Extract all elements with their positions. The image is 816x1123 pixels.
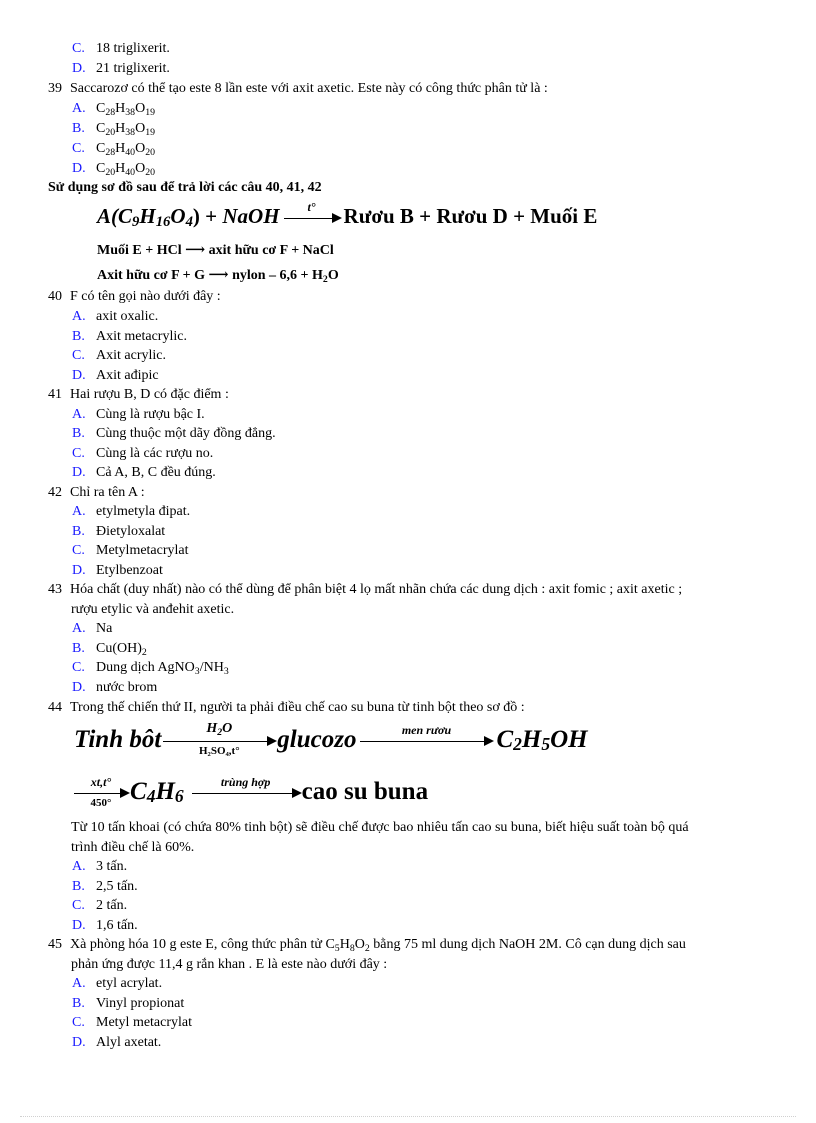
q40-option-a: A. axit oxalic. (72, 309, 159, 324)
q41-option-d: D. Cả A, B, C đều đúng. (72, 465, 216, 480)
question-43 (48, 580, 682, 600)
q44-option-a: A. 3 tấn. (72, 859, 128, 874)
formula: $C_{20}H_{38}O_{19}$ (96, 121, 155, 138)
ethanol-formula: $C_2H_5OH$ (496, 726, 588, 754)
option-letter: C. (72, 41, 85, 56)
q45-option-b: B. Vinyl propionat (72, 996, 185, 1011)
reaction-arrow-icon: t° (284, 218, 340, 219)
q44-option-d: D. 1,6 tấn. (72, 918, 138, 933)
question-40 (48, 287, 221, 307)
reaction-arrow-icon: men rươu (360, 741, 492, 742)
option-letter: D. (72, 161, 86, 176)
buna-rubber-label: cao su buna (301, 778, 429, 805)
question-number: 44 (48, 700, 62, 715)
q39-option-a (72, 99, 155, 119)
q45-option-d: D. Alyl axetat. (72, 1035, 162, 1050)
question-44-text-2: trình điều chế là 60%. (71, 840, 195, 855)
option-letter: C. (72, 141, 85, 156)
option-letter: D. (72, 61, 86, 76)
q45-option-a: A. etyl acrylat. (72, 976, 163, 991)
page-divider (20, 1116, 796, 1117)
q43-option-b: B. $Cu(OH)_2$ (72, 641, 147, 658)
question-stem: F có tên gọi nào dưới đây : (70, 289, 221, 304)
question-43-continued: rượu etylic và anđehit axetic. (71, 602, 235, 617)
products: Rươu B + Rươu D + Muối E (343, 204, 598, 228)
synthesis-scheme-row-2 (74, 774, 428, 810)
question-number: 45 (48, 937, 62, 952)
formula: $C_{28}H_{38}O_{19}$ (96, 101, 155, 118)
q40-option-d: D. Axit ađipic (72, 368, 159, 383)
q39-option-c (72, 139, 155, 159)
equation-3: Axit hữu cơ F + G ⟶ nylon – $6,6 + H_2O$ (97, 268, 339, 285)
option-text: 18 triglixerit. (96, 41, 170, 56)
synthesis-scheme-row-1 (74, 722, 588, 758)
scheme-heading: Sử dụng sơ đồ sau để trả lời các câu 40, 41, 42 (48, 180, 322, 195)
q42-option-c: C. Metylmetacrylat (72, 543, 189, 558)
question-42 (48, 483, 145, 503)
question-stem: Xà phòng hóa 10 g este E, công thức phân tử $C_5H_8O_2$ bằng 75 ml dung dịch NaOH 2M. Cô cạn dung dịch sau (70, 937, 686, 954)
question-stem: Saccarozơ có thể tạo este 8 lần este với axit axetic. Este này có công thức phân tử là : (70, 81, 548, 96)
question-stem: Hai rượu B, D có đặc điểm : (70, 387, 229, 402)
question-44-text-1: Từ 10 tấn khoai (có chứa 80% tinh bột) sẽ điều chế được bao nhiêu tấn cao su buna, biết hiệu suất toàn bộ quá (71, 820, 689, 835)
question-44 (48, 698, 525, 718)
formula: $C_{20}H_{40}O_{20}$ (96, 161, 155, 178)
question-number: 42 (48, 485, 62, 500)
reaction-arrow-icon: $H_2O$ H₂SO₄,t° (163, 741, 275, 742)
option-text: 21 triglixerit. (96, 61, 170, 76)
question-stem: Trong thế chiến thứ II, người ta phải điều chế cao su buna từ tinh bột theo sơ đồ : (70, 700, 525, 715)
question-45-continued: phản ứng được 11,4 g rắn khan . E là este nào dưới đây : (71, 957, 388, 972)
question-39 (48, 79, 548, 99)
reactant-a: $A(C_9H_{16}O_4$ (97, 204, 193, 230)
starch-label: Tinh bôt (74, 726, 162, 753)
question-stem: Hóa chất (duy nhất) nào có thể dùng để phân biệt 4 lọ mất nhãn chứa các dung dịch : axit fomic ; axit axetic ; (70, 582, 683, 597)
question-41 (48, 385, 229, 405)
q45-option-c: C. Metyl metacrylat (72, 1015, 193, 1030)
q44-option-b: B. 2,5 tấn. (72, 879, 138, 894)
glucose-label: glucozo (277, 726, 357, 753)
q43-option-a: A. Na (72, 621, 113, 636)
option-letter: B. (72, 121, 85, 136)
q42-option-b: B. Đietyloxalat (72, 524, 166, 539)
q40-option-b: B. Axit metacrylic. (72, 329, 187, 344)
question-45 (48, 935, 686, 955)
equation-1: $A(C_9H_{16}O_4)$ + NaOH t° Rươu B + Rươu D + Muối E (97, 199, 598, 230)
q39-option-b (72, 119, 155, 139)
reaction-arrow-icon: trùng hợp (192, 793, 300, 794)
question-number: 40 (48, 289, 62, 304)
reactant-naoh: NaOH (222, 204, 280, 228)
question-number: 39 (48, 81, 62, 96)
q41-option-b: B. Cùng thuộc một dãy đồng đẳng. (72, 426, 276, 441)
q42-option-d: D. Etylbenzoat (72, 563, 163, 578)
question-number: 43 (48, 582, 62, 597)
formula: $C_{28}H_{40}O_{20}$ (96, 141, 155, 158)
q40-option-c: C. Axit acrylic. (72, 348, 166, 363)
butadiene-formula: $C_4H_6$ (130, 778, 184, 806)
reaction-arrow-icon: $\frac{xt,t^\circ}{450^\circ}$ (74, 793, 128, 794)
q43-option-d: D. nước brom (72, 680, 158, 695)
q38-option-c (72, 39, 170, 59)
q44-option-c: C. 2 tấn. (72, 898, 128, 913)
option-letter: A. (72, 101, 86, 116)
q39-option-d (72, 159, 155, 179)
equation-2: Muối E + HCl ⟶ axit hữu cơ F + NaCl (97, 243, 334, 258)
q41-option-a: A. Cùng là rượu bậc I. (72, 407, 205, 422)
q42-option-a: A. etylmetyla đipat. (72, 504, 191, 519)
question-stem: Chỉ ra tên A : (70, 485, 145, 500)
q38-option-d (72, 59, 170, 79)
q43-option-c: C. Dung dịch $AgNO_3/NH_3$ (72, 660, 229, 677)
q41-option-c: C. Cùng là các rượu no. (72, 446, 214, 461)
question-number: 41 (48, 387, 62, 402)
